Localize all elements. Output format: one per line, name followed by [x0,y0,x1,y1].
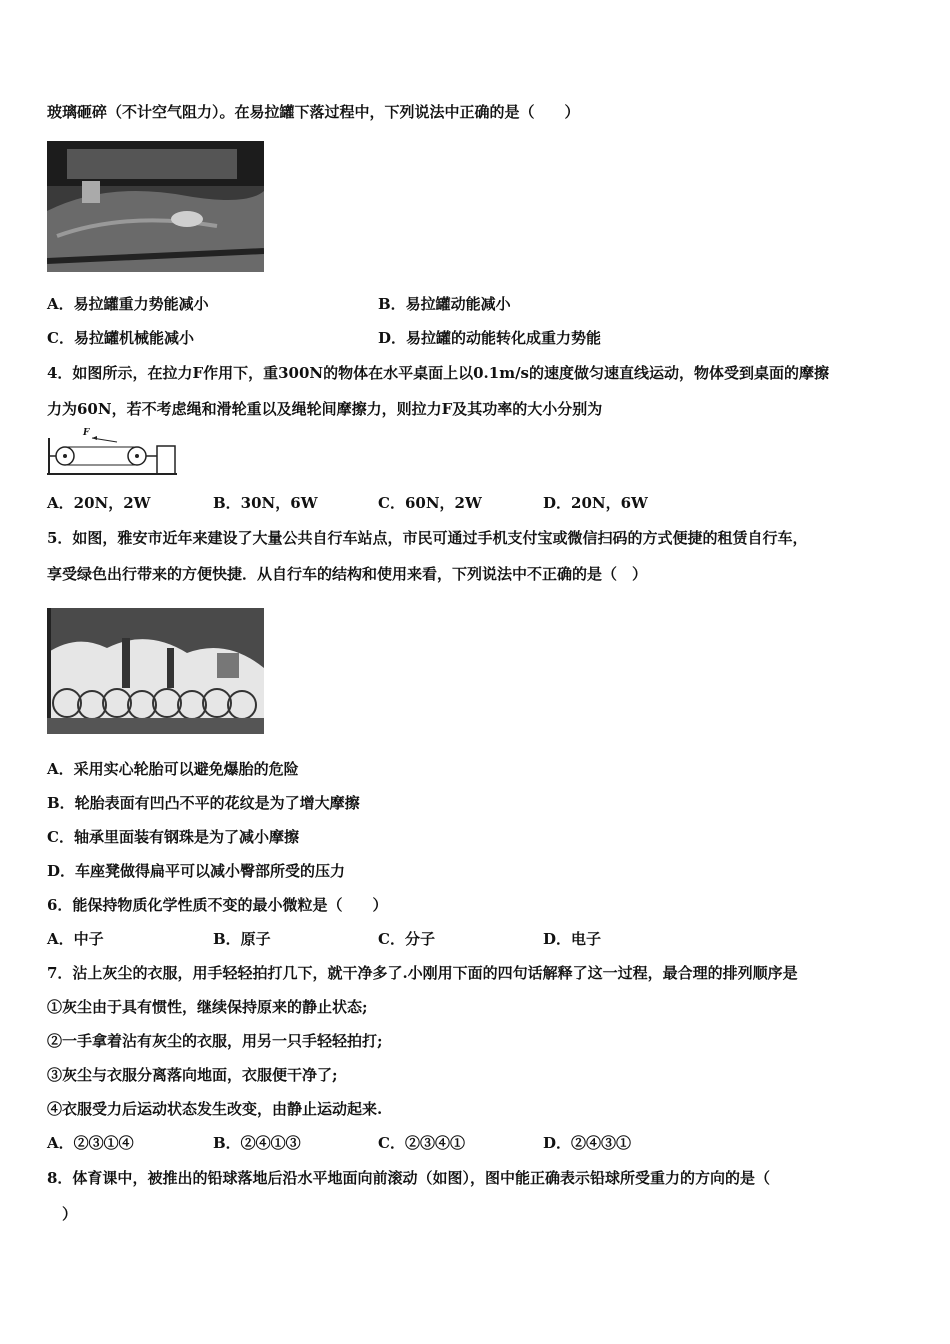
q4-stem-line1: 4．如图所示，在拉力F作用下，重300N的物体在水平桌面上以0.1m/s的速度做匀速直线运动，物体受到桌面的摩擦 [47,364,830,382]
q7-statement-1: ①灰尘由于具有惯性，继续保持原来的静止状态; [47,998,368,1016]
q4-force-label: F [83,428,90,438]
q7-option-d[interactable]: D．②④③① [543,1134,632,1152]
q6-stem: 6．能保持物质化学性质不变的最小微粒是（ ） [47,896,388,914]
q7-statement-2: ②一手拿着沾有灰尘的衣服，用另一只手轻轻拍打; [47,1032,383,1050]
q3-option-b[interactable]: B．易拉罐动能减小 [378,295,511,313]
q7-statement-3: ③灰尘与衣服分离落向地面，衣服便干净了; [47,1066,338,1084]
q7-option-c[interactable]: C．②③④① [378,1134,465,1152]
q4-pulley-figure [47,428,177,478]
q5-option-b[interactable]: B．轮胎表面有凹凸不平的花纹是为了增大摩擦 [47,794,360,812]
q4-option-c[interactable]: C．60N，2W [378,494,482,512]
q4-option-b[interactable]: B．30N，6W [213,494,318,512]
q8-stem-line2: ） [62,1205,78,1223]
q5-stem-line1: 5．如图，雅安市近年来建设了大量公共自行车站点，市民可通过手机支付宝或微信扫码的方式便捷的租赁自行车， [47,529,808,547]
q3-option-a[interactable]: A．易拉罐重力势能减小 [47,295,209,313]
q4-option-d[interactable]: D．20N，6W [543,494,648,512]
q4-stem-line2: 力为60N，若不考虑绳和滑轮重以及绳轮间摩擦力，则拉力F及其功率的大小分别为 [47,400,603,418]
q4-option-a[interactable]: A．20N，2W [47,494,151,512]
q6-option-c[interactable]: C．分子 [378,930,435,948]
q7-option-a[interactable]: A．②③①④ [47,1134,134,1152]
q5-bicycle-photo [47,608,264,734]
q8-stem-line1: 8．体育课中，被推出的铅球落地后沿水平地面向前滚动（如图），图中能正确表示铅球所受重力的方向的是（ [47,1169,770,1187]
q3-can-photo [47,141,264,272]
q3-stem: 玻璃砸碎（不计空气阻力）。在易拉罐下落过程中，下列说法中正确的是（ ） [47,103,580,121]
q5-option-d[interactable]: D．车座凳做得扁平可以减小臀部所受的压力 [47,862,346,880]
q3-option-c[interactable]: C．易拉罐机械能减小 [47,329,194,347]
q3-option-d[interactable]: D．易拉罐的动能转化成重力势能 [378,329,602,347]
q7-stem: 7．沾上灰尘的衣服，用手轻轻拍打几下，就干净多了.小刚用下面的四句话解释了这一过程，最合理的排列顺序是 [47,964,798,982]
q6-option-a[interactable]: A．中子 [47,930,104,948]
q6-option-d[interactable]: D．电子 [543,930,602,948]
q6-option-b[interactable]: B．原子 [213,930,271,948]
q5-option-c[interactable]: C．轴承里面装有钢珠是为了减小摩擦 [47,828,299,846]
q7-statement-4: ④衣服受力后运动状态发生改变，由静止运动起来. [47,1100,383,1118]
q5-stem-line2: 享受绿色出行带来的方便快捷．从自行车的结构和使用来看，下列说法中不正确的是（ ） [47,565,648,583]
q5-option-a[interactable]: A．采用实心轮胎可以避免爆胎的危险 [47,760,299,778]
q7-option-b[interactable]: B．②④①③ [213,1134,301,1152]
